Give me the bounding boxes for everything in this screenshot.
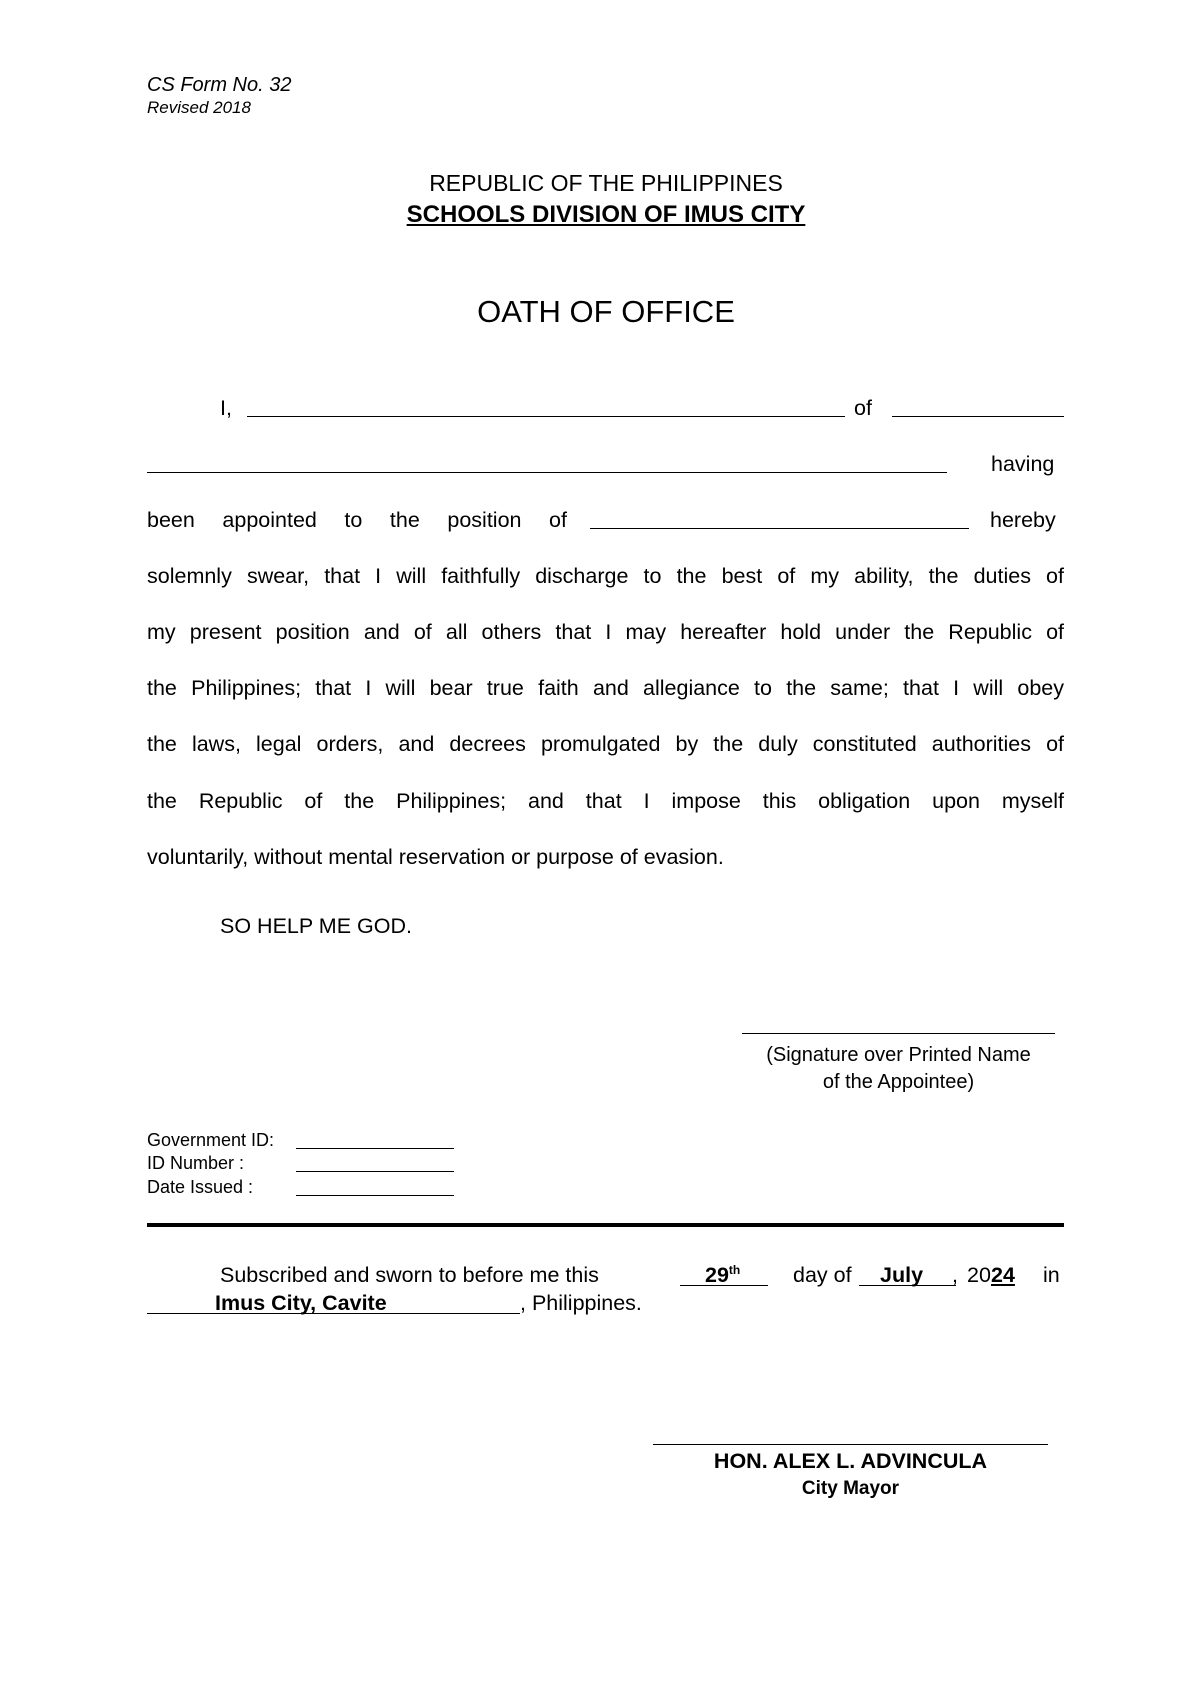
oath-word: to [344,508,363,532]
appointee-address-continued-blank[interactable] [147,472,947,473]
jurat-month[interactable]: July [880,1263,924,1287]
oath-line: the laws, legal orders, and decrees promulgated by the duly constituted authorities of [147,732,1064,756]
jurat-text-2: day of [793,1263,852,1287]
id-number-label: ID Number : [147,1153,245,1173]
appointee-name-blank[interactable] [247,416,845,417]
appointee-signature-caption-2: of the Appointee) [822,1071,975,1093]
appointee-signature-caption: (Signature over Printed Name [766,1044,1031,1066]
oath-word: the [389,508,420,532]
revision-note: Revised 2018 [147,98,251,117]
republic-heading: REPUBLIC OF THE PHILIPPINES [429,170,783,196]
government-id-field[interactable] [296,1148,454,1149]
oath-line-3-start [147,508,567,533]
officer-name: HON. ALEX L. ADVINCULA [713,1449,988,1473]
oath-line: my present position and of all others that I may hereafter hold under the Republic of [147,620,1064,644]
jurat-text-1: Subscribed and sworn to before me this [220,1263,599,1287]
jurat-day[interactable] [705,1263,740,1288]
page-title: OATH OF OFFICE [477,294,735,329]
jurat-country: , Philippines. [520,1291,642,1315]
division-heading: SCHOOLS DIVISION OF IMUS CITY [406,201,806,228]
jurat-place[interactable]: Imus City, Cavite [215,1291,387,1315]
oath-word: been [147,508,195,532]
jurat-year-prefix: 20 [967,1263,991,1287]
jurat-comma: , [952,1263,958,1287]
oath-pronoun: I, [220,396,232,420]
jurat-year[interactable]: 24 [991,1263,1015,1287]
id-number-field[interactable] [296,1171,454,1172]
jurat-in-word: in [1043,1263,1060,1287]
appointee-signature-line[interactable] [742,1033,1055,1034]
oath-word: of [549,508,567,532]
jurat-day-number: 29 [705,1263,729,1288]
position-blank[interactable] [590,528,969,529]
appointee-address-blank[interactable] [892,416,1064,417]
oath-hereby-word: hereby [990,508,1056,532]
officer-signature-line[interactable] [653,1444,1048,1445]
oath-having-word: having [991,452,1055,476]
oath-line: the Philippines; that I will bear true faith and allegiance to the same; that I will obey [147,676,1064,700]
date-issued-label: Date Issued : [147,1177,254,1197]
government-id-label: Government ID: [147,1130,275,1150]
oath-of-word: of [854,396,872,420]
oath-last-line: voluntarily, without mental reservation or purpose of evasion. [147,845,724,869]
section-divider [147,1223,1064,1227]
closing-phrase: SO HELP ME GOD. [220,914,412,938]
oath-line: the Republic of the Philippines; and that I impose this obligation upon myself [147,789,1064,813]
date-issued-field[interactable] [296,1195,454,1196]
form-number: CS Form No. 32 [147,74,292,96]
jurat-day-suffix: th [728,1263,741,1277]
oath-word: position [447,508,522,532]
oath-word: appointed [222,508,317,532]
oath-line: solemnly swear, that I will faithfully discharge to the best of my ability, the duties of [147,564,1064,588]
officer-title: City Mayor [801,1478,900,1499]
